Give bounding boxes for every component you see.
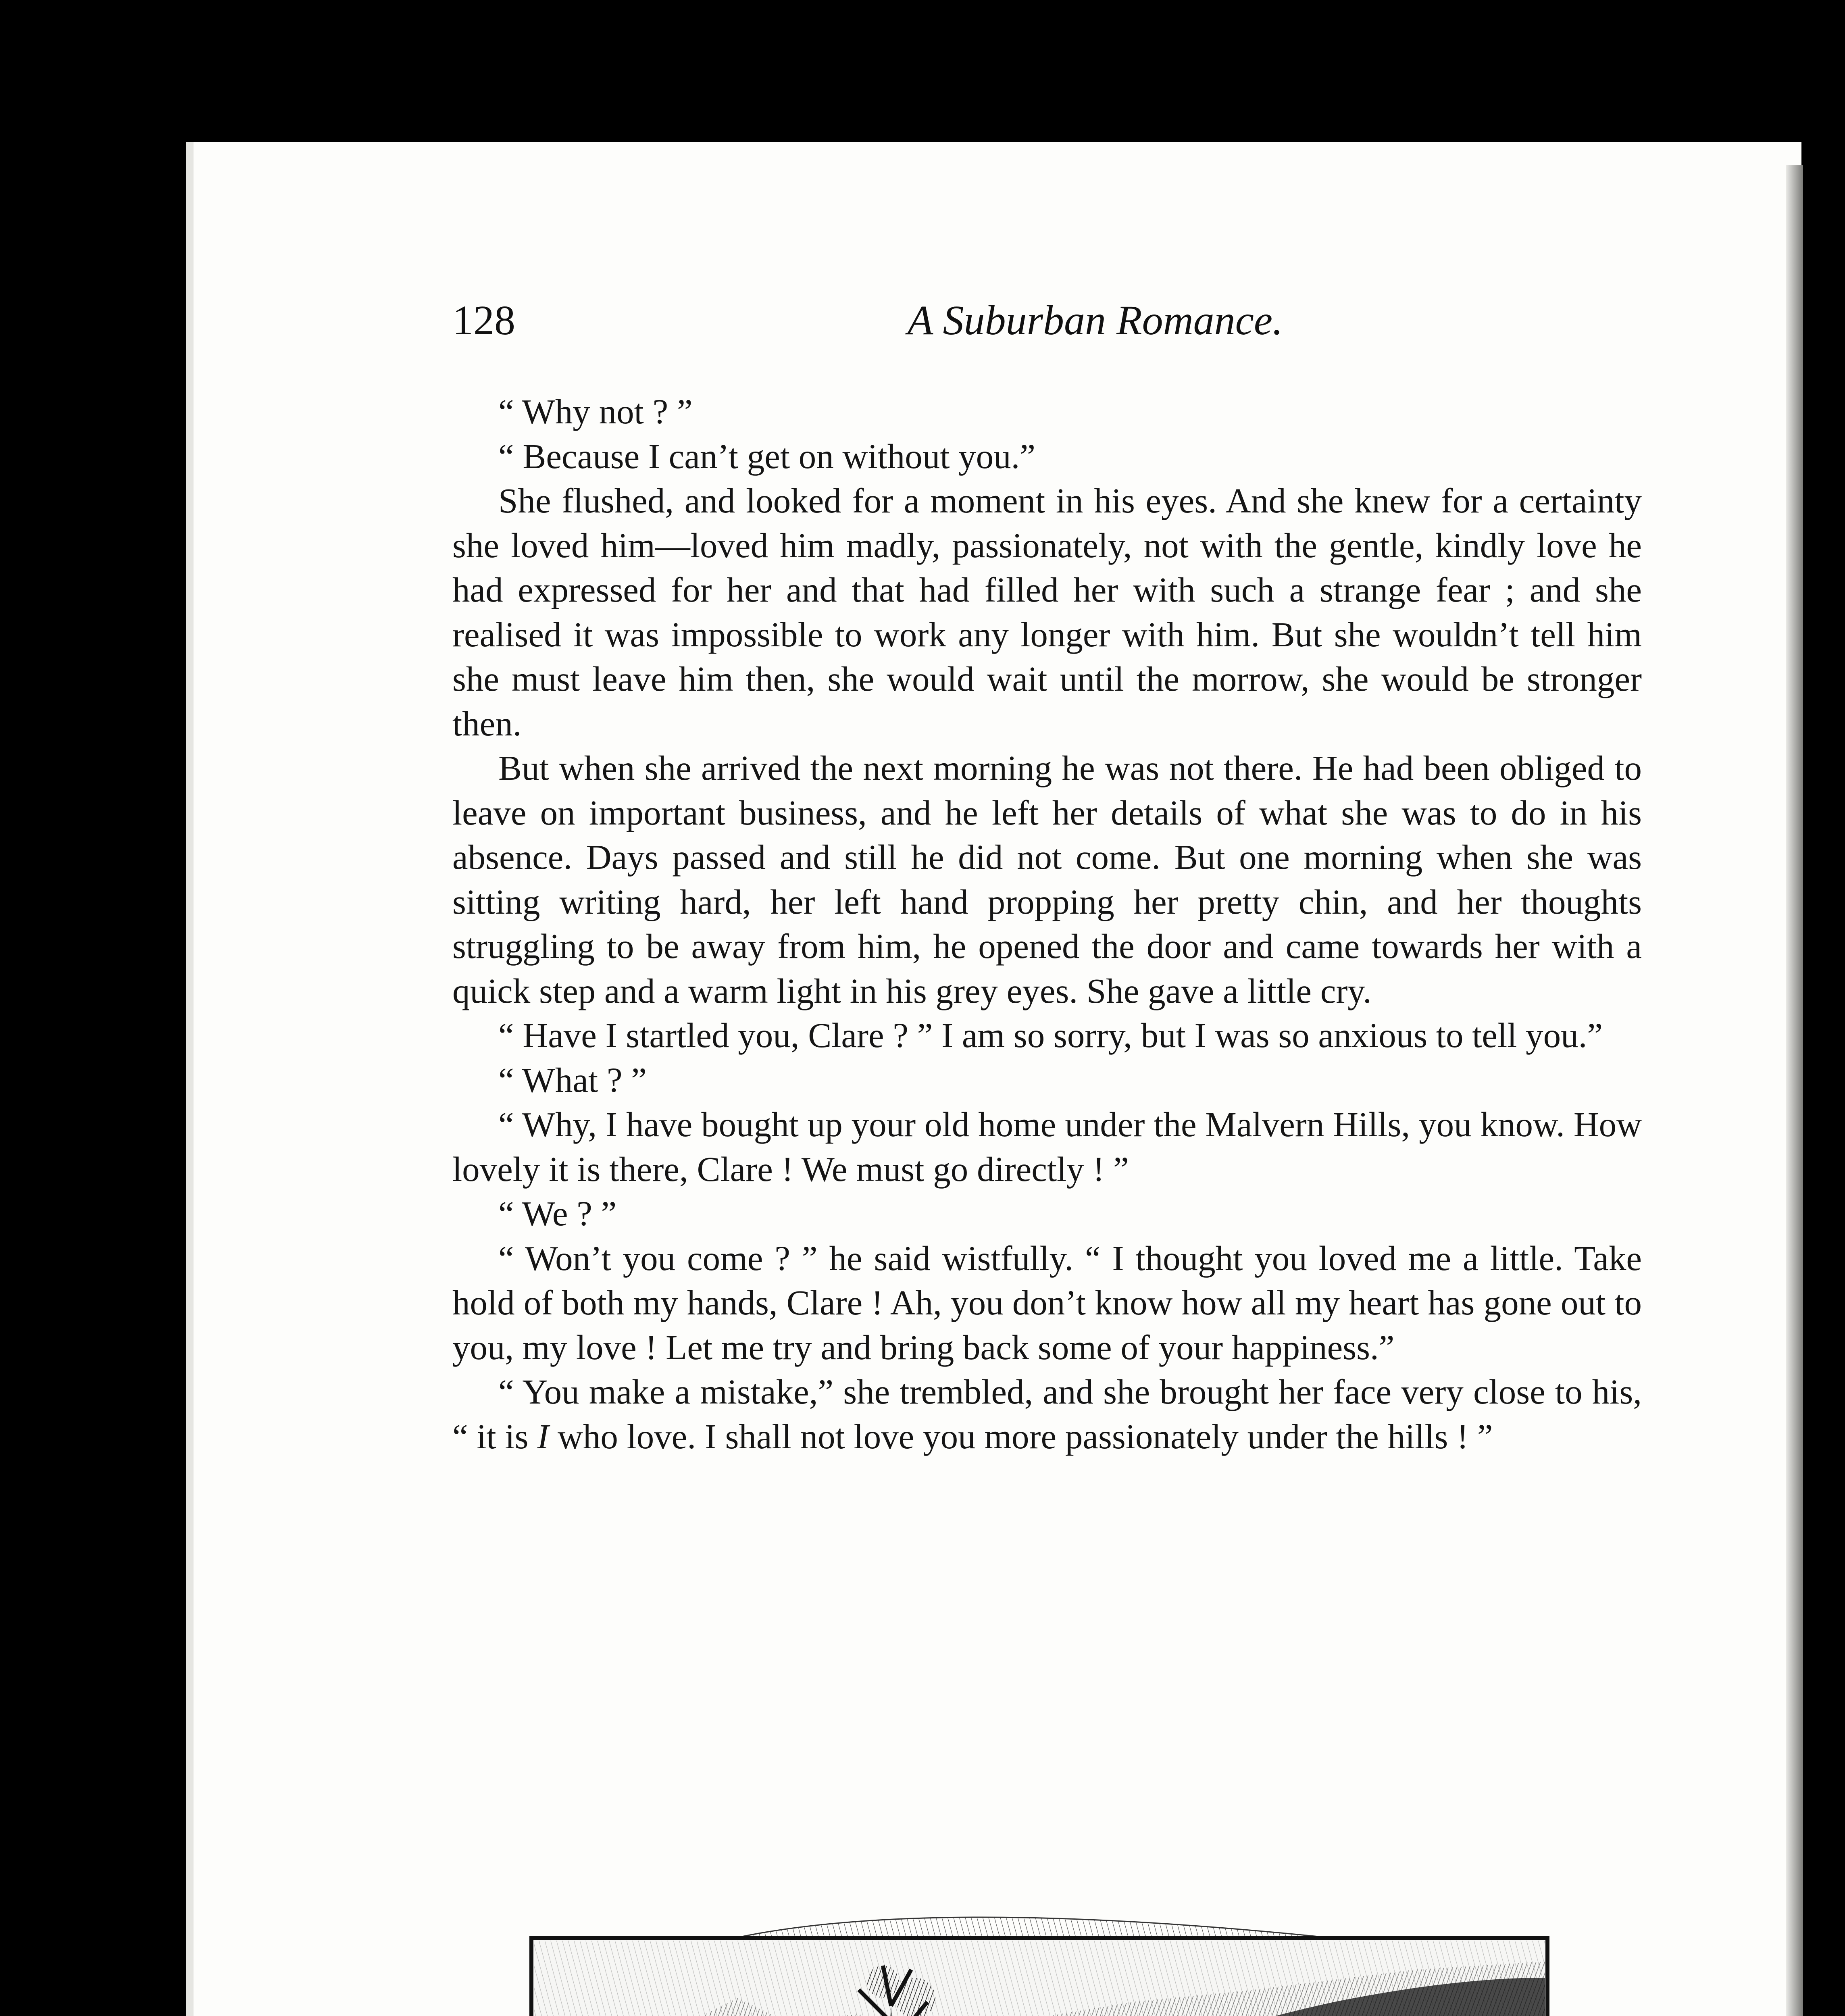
running-title: A Suburban Romance.	[907, 297, 1283, 344]
landscape-engraving-icon	[528, 1901, 1552, 2016]
paragraph: “ What ? ”	[498, 1060, 647, 1100]
paragraph: “ Have I startled you, Clare ? ” I am so sorry, but I was so anxious to tell you.”	[498, 1016, 1603, 1055]
paragraph: But when she arrived the next morning he was not there. He had been obliged to leave on important business, and he left her details of what she was to do in his absence. Days passed and still he did not come. But one morning when she was sitting writing hard, her left hand propping her pretty chin, and her thoughts struggling to be away from him, he opened the door and came towards her with a quick step and a warm light in his grey eyes. She gave a little cry.	[452, 748, 1642, 1010]
story-text	[452, 389, 1642, 1459]
running-head	[452, 296, 1283, 353]
paragraph: “ Why not ? ”	[498, 392, 693, 431]
emphasized-word: I	[537, 1416, 549, 1456]
facing-page-edge	[1786, 165, 1803, 2016]
paragraph: “ Why, I have bought up your old home under the Malvern Hills, you know. How lovely it is there, Clare ! We must go directly ! ”	[452, 1105, 1642, 1189]
paragraph: “ Won’t you come ? ” he said wistfully. “ I thought you loved me a little. Take hold of both my hands, Clare ! Ah, you don’t know how all my heart has gone out to you, my love ! Let me try and bring back some of your happiness.”	[452, 1238, 1642, 1367]
page-number: 128	[452, 297, 515, 344]
paragraph: “ We ? ”	[498, 1194, 617, 1233]
paragraph: “ Because I can’t get on without you.”	[498, 436, 1035, 476]
final-paragraph-end: who love. I shall not love you more passionately under the hills ! ”	[549, 1416, 1493, 1456]
final-paragraph-start: “ You make a mistake,” she trembled, and she brought her face very close to his, “ it is	[452, 1372, 1642, 1456]
final-paragraph	[452, 1370, 1642, 1459]
paragraph: She flushed, and looked for a moment in his eyes. And she knew for a certainty she loved him—loved him madly, passionately, not with the gentle, kindly love he had expressed for her and that had filled her with such a strange fear ; and she realised it was impossible to work any longer with him. But she wouldn’t tell him she must leave him then, she would wait until the morrow, she would be stronger then.	[452, 481, 1642, 743]
